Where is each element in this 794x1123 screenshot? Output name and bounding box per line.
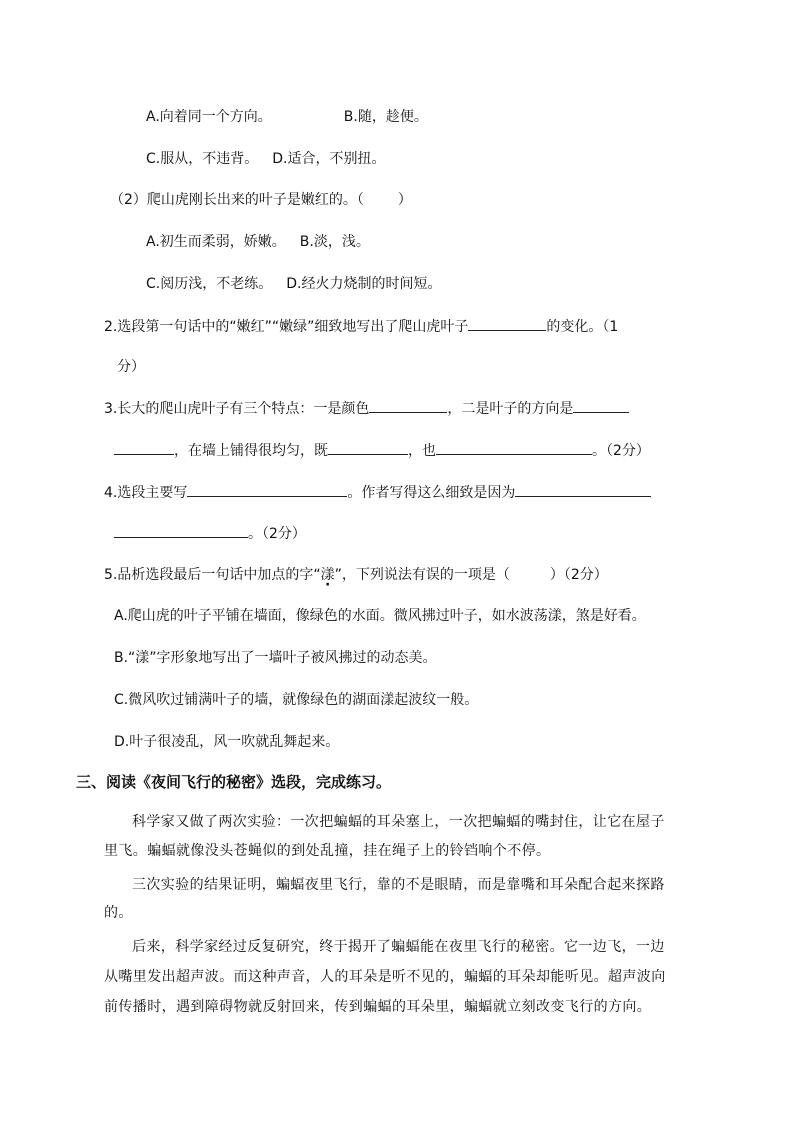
q2-text-2: 的变化。（1 <box>546 319 619 335</box>
q4-text-1: 4.选段主要写 <box>104 485 188 501</box>
q1-2-text: （2）爬山虎刚长出来的叶子是嫩红的。（ <box>110 192 364 208</box>
q4-line-2 <box>114 523 306 544</box>
q3-text-5: 。（2分） <box>592 443 650 459</box>
q2-blank[interactable] <box>468 316 546 331</box>
passage-line-3: 三次实验的结果证明，蝙蝠夜里飞行，靠的不是眼睛，而是靠嘴和耳朵配合起来探路 <box>132 877 665 893</box>
section-3-title: 三、阅读《夜间飞行的秘密》选段，完成练习。 <box>76 773 392 791</box>
q3-blank-color[interactable] <box>369 398 447 413</box>
q5-prompt <box>104 565 608 585</box>
passage-line-2: 里飞。蝙蝠就像没头苍蝇似的到处乱撞，挂在绳子上的铃铛响个不停。 <box>104 843 551 859</box>
q2 <box>104 316 618 337</box>
q4-text-3: 。（2分） <box>248 526 306 542</box>
q1-option-a[interactable]: A.向着同一个方向。 <box>146 109 272 125</box>
q3-blank-direction-a[interactable] <box>573 398 629 413</box>
passage-line-4: 的。 <box>104 905 133 921</box>
passage-line-6: 从嘴里发出超声波。而这种声音，人的耳朵是听不见的，蝙蝠的耳朵却能听见。超声波向 <box>104 969 666 985</box>
q3-line-2 <box>114 440 650 461</box>
q3-blank-also[interactable] <box>436 440 592 455</box>
q4-text-2: 。作者写得这么细致是因为 <box>347 485 516 501</box>
q2-text-1: 2.选段第一句话中的“嫩红”“嫩绿”细致地写出了爬山虎叶子 <box>104 319 469 335</box>
q1-2-options-row-1 <box>146 232 370 252</box>
q1-option-c[interactable]: C.服从，不违背。 <box>146 151 259 167</box>
q4-line-1 <box>104 482 651 503</box>
q1-2-option-a[interactable]: A.初生而柔弱，娇嫩。 <box>146 234 286 250</box>
q5-text-2: ”，下列说法有误的一项是（ <box>334 567 510 583</box>
q3-line-1 <box>104 398 629 419</box>
q3-blank-both[interactable] <box>328 440 408 455</box>
q3-text-2: ，二是叶子的方向是 <box>447 401 574 417</box>
q4-blank-main[interactable] <box>187 482 347 497</box>
q1-2-prompt <box>110 190 412 210</box>
q3-blank-direction-b[interactable] <box>114 440 174 455</box>
q5-option-a[interactable]: A.爬山虎的叶子平铺在墙面，像绿色的水面。微风拂过叶子，如水波荡漾，煞是好看。 <box>114 608 646 624</box>
passage-line-5: 后来，科学家经过反复研究，终于揭开了蝙蝠能在夜里飞行的秘密。它一边飞，一边 <box>132 939 665 955</box>
q4-blank-reason-a[interactable] <box>515 482 651 497</box>
q4-blank-reason-b[interactable] <box>114 523 248 538</box>
passage-line-7: 前传播时，遇到障碍物就反射回来，传到蝙蝠的耳朵里，蝙蝠就立刻改变飞行的方向。 <box>104 999 652 1015</box>
q5-text-1: 5.品析选段最后一句话中加点的字“ <box>104 567 321 583</box>
q2-score: 分） <box>117 359 145 375</box>
q5-option-c[interactable]: C.微风吹过铺满叶子的墙，就像绿色的湖面漾起波纹一般。 <box>114 692 479 708</box>
q5-dotted-char: 漾 <box>320 567 335 583</box>
passage-line-1: 科学家又做了两次实验：一次把蝙蝠的耳朵塞上，一次把蝙蝠的嘴封住，让它在屋子 <box>132 814 665 830</box>
q5-text-3: ）（2分） <box>549 567 608 583</box>
q1-2-option-b[interactable]: B.淡，浅。 <box>299 234 370 250</box>
q3-text-3: ，在墙上铺得很均匀，既 <box>174 443 328 459</box>
q1-option-b[interactable]: B.随，趁便。 <box>343 109 428 125</box>
q3-text-1: 3.长大的爬山虎叶子有三个特点：一是颜色 <box>104 401 370 417</box>
q3-text-4: ，也 <box>408 443 436 459</box>
q1-2-close: ） <box>397 192 412 208</box>
q1-options-row-2 <box>146 149 385 169</box>
q1-2-options-row-2 <box>146 274 441 294</box>
q1-option-d[interactable]: D.适合，不别扭。 <box>272 151 386 167</box>
q5-option-d[interactable]: D.叶子很凌乱，风一吹就乱舞起来。 <box>114 734 340 750</box>
q1-options-row-1 <box>146 107 428 127</box>
q1-2-option-d[interactable]: D.经火力烧制的时间短。 <box>286 276 442 292</box>
q1-2-option-c[interactable]: C.阅历浅，不老练。 <box>146 276 273 292</box>
q5-option-b[interactable]: B.“漾”字形象地写出了一墙叶子被风拂过的动态美。 <box>114 650 437 666</box>
